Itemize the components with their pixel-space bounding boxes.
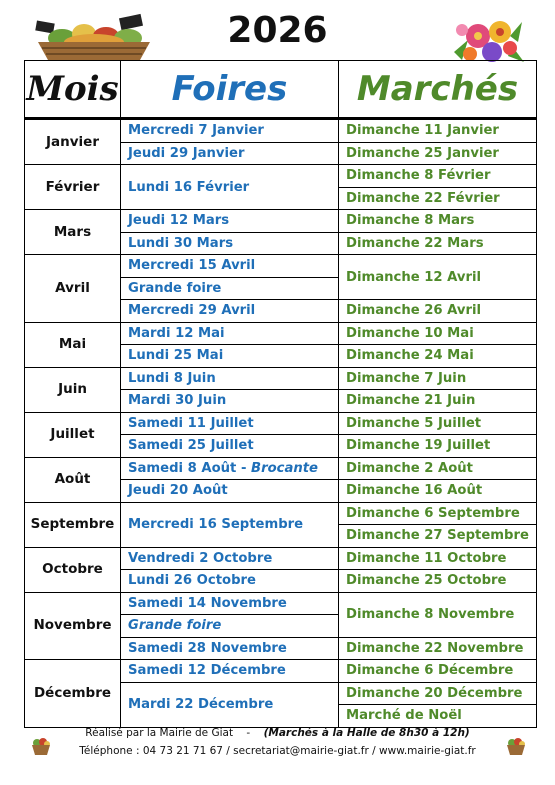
marche-cell: Dimanche 11 Octobre [339, 547, 537, 570]
foire-cell: Lundi 8 Juin [121, 367, 339, 390]
marche-cell: Dimanche 16 Août [339, 480, 537, 503]
table-row [25, 255, 537, 278]
marche-cell: Dimanche 27 Septembre [339, 525, 537, 548]
marche-cell: Dimanche 26 Avril [339, 300, 537, 323]
table-row [25, 660, 537, 683]
marche-cell: Dimanche 8 Février [339, 165, 537, 188]
footer-credit-text: Réalisé par la Mairie de Giat [85, 727, 234, 739]
marche-cell: Dimanche 21 Juin [339, 390, 537, 413]
marche-cell: Dimanche 19 Juillet [339, 435, 537, 458]
foire-cell: Vendredi 2 Octobre [121, 547, 339, 570]
marche-cell: Dimanche 20 Décembre [339, 682, 537, 705]
table-row [25, 165, 537, 188]
table-row [25, 322, 537, 345]
month-cell: Août [25, 457, 121, 502]
marche-cell: Dimanche 25 Janvier [339, 142, 537, 165]
footer-credit [0, 727, 555, 739]
foire-cell: Jeudi 29 Janvier [121, 142, 339, 165]
marche-cell: Dimanche 22 Mars [339, 232, 537, 255]
month-cell: Octobre [25, 547, 121, 592]
marche-cell: Dimanche 12 Avril [339, 255, 537, 300]
foire-cell: Mardi 12 Mai [121, 322, 339, 345]
table-row [25, 412, 537, 435]
table-row [25, 119, 537, 143]
footer-market-note: (Marchés à la Halle de 8h30 à 12h) [263, 727, 470, 739]
foire-cell: Mercredi 15 Avril [121, 255, 339, 278]
foire-cell: Samedi 12 Décembre [121, 660, 339, 683]
month-cell: Avril [25, 255, 121, 323]
month-cell: Juillet [25, 412, 121, 457]
foire-cell: Samedi 28 Novembre [121, 637, 339, 660]
header-marches: Marchés [339, 61, 537, 119]
marche-cell: Dimanche 6 Septembre [339, 502, 537, 525]
foire-cell: Mercredi 16 Septembre [121, 502, 339, 547]
header-mois: Mois [25, 61, 121, 119]
foire-date: Samedi 8 Août [128, 460, 237, 476]
month-cell: Septembre [25, 502, 121, 547]
grande-foire-label: Grande foire [128, 618, 222, 634]
marche-cell: Dimanche 8 Novembre [339, 592, 537, 637]
foire-cell: Lundi 16 Février [121, 165, 339, 210]
month-cell: Février [25, 165, 121, 210]
foire-cell: Mardi 22 Décembre [121, 682, 339, 727]
month-cell: Janvier [25, 119, 121, 165]
foire-cell: Samedi 14 Novembre [121, 592, 339, 615]
foire-cell [121, 615, 339, 638]
footer-contact: Téléphone : 04 73 21 71 67 / secretariat@mairie-giat.fr / www.mairie-giat.fr [79, 745, 476, 757]
foire-cell: Lundi 26 Octobre [121, 570, 339, 593]
marche-cell: Dimanche 5 Juillet [339, 412, 537, 435]
brocante-label: Brocante [251, 460, 318, 476]
header-foires: Foires [121, 61, 339, 119]
foire-cell: Mardi 30 Juin [121, 390, 339, 413]
marche-cell: Dimanche 10 Mai [339, 322, 537, 345]
foire-cell: Mercredi 7 Janvier [121, 119, 339, 143]
foire-cell: Mercredi 29 Avril [121, 300, 339, 323]
marche-cell: Dimanche 2 Août [339, 457, 537, 480]
foire-cell: Lundi 25 Mai [121, 345, 339, 368]
calendar-table [24, 60, 537, 728]
marche-cell: Marché de Noël [339, 705, 537, 728]
table-row [25, 457, 537, 480]
foire-cell: Samedi 25 Juillet [121, 435, 339, 458]
table-row [25, 547, 537, 570]
marche-cell: Dimanche 7 Juin [339, 367, 537, 390]
foire-cell: Samedi 8 Août - Brocante [121, 457, 339, 480]
marche-cell: Dimanche 25 Octobre [339, 570, 537, 593]
marche-cell: Dimanche 8 Mars [339, 210, 537, 233]
foire-cell: Jeudi 20 Août [121, 480, 339, 503]
month-cell: Décembre [25, 660, 121, 728]
table-row [25, 592, 537, 615]
marche-cell: Dimanche 11 Janvier [339, 119, 537, 143]
foire-cell: Lundi 30 Mars [121, 232, 339, 255]
marche-cell: Dimanche 24 Mai [339, 345, 537, 368]
foire-cell: Samedi 11 Juillet [121, 412, 339, 435]
footer-separator: - [246, 727, 251, 739]
marche-cell: Dimanche 22 Février [339, 187, 537, 210]
table-row [25, 210, 537, 233]
month-cell: Mars [25, 210, 121, 255]
marche-cell: Dimanche 22 Novembre [339, 637, 537, 660]
year-title: 2026 [227, 10, 328, 51]
foire-cell: Jeudi 12 Mars [121, 210, 339, 233]
marche-cell: Dimanche 6 Décembre [339, 660, 537, 683]
month-cell: Novembre [25, 592, 121, 660]
table-row [25, 502, 537, 525]
month-cell: Mai [25, 322, 121, 367]
table-row [25, 367, 537, 390]
foire-cell: Grande foire [121, 277, 339, 300]
month-cell: Juin [25, 367, 121, 412]
